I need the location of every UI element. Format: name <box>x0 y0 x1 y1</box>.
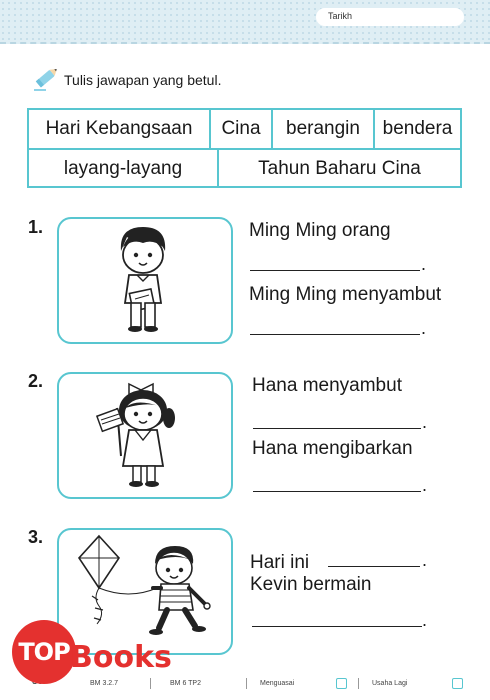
full-stop: . <box>422 550 428 570</box>
footer-standard: BM 3.2.7 <box>90 680 119 687</box>
header-band <box>0 0 490 44</box>
word-bank-divider <box>217 150 219 186</box>
question-number: 3. <box>28 527 44 547</box>
word-bank-divider <box>209 110 211 148</box>
footer-level: BM 6 TP2 <box>170 680 201 687</box>
instruction-text: Tulis jawapan yang betul. <box>64 72 222 88</box>
topbooks-logo <box>12 620 76 684</box>
footer-retry: Usaha Lagi <box>372 680 408 687</box>
question-3-line-1: Hari ini <box>250 552 310 573</box>
question-1-line-2: Ming Ming menyambut <box>249 284 442 305</box>
question-3-picture <box>57 528 233 655</box>
full-stop: . <box>422 610 428 630</box>
answer-blank[interactable] <box>252 626 422 627</box>
word-bank-divider <box>373 110 375 148</box>
word-bank <box>27 108 462 188</box>
footer <box>0 672 490 700</box>
word-tahun-baharu-cina: Tahun Baharu Cina <box>258 158 421 179</box>
word-cina: Cina <box>221 118 261 139</box>
question-number: 2. <box>28 371 44 391</box>
answer-blank[interactable] <box>253 428 421 429</box>
girl-with-flag-illustration <box>59 374 231 497</box>
footer-mastery: Menguasai <box>260 680 295 687</box>
date-field[interactable] <box>316 8 464 26</box>
mastery-checkbox[interactable] <box>336 678 347 689</box>
word-berangin: berangin <box>286 118 360 139</box>
question-3-line-2: Kevin bermain <box>250 574 372 595</box>
word-bendera: bendera <box>382 118 453 139</box>
full-stop: . <box>421 254 427 274</box>
question-1-picture <box>57 217 233 344</box>
boy-with-kite-illustration <box>59 530 231 653</box>
footer-divider <box>358 678 359 689</box>
footer-divider <box>150 678 151 689</box>
question-2-line-1: Hana menyambut <box>252 375 402 396</box>
word-bank-divider <box>271 110 273 148</box>
question-2-picture <box>57 372 233 499</box>
boy-with-lantern-illustration <box>59 219 231 342</box>
question-1-line-1: Ming Ming orang <box>249 220 391 241</box>
answer-blank[interactable] <box>253 491 421 492</box>
question-number: 1. <box>28 217 44 237</box>
full-stop: . <box>422 475 428 495</box>
logo-badge-text: TOP <box>18 638 70 666</box>
full-stop: . <box>422 412 428 432</box>
answer-blank[interactable] <box>250 270 420 271</box>
word-hari-kebangsaan: Hari Kebangsaan <box>45 118 193 139</box>
logo-word: Books <box>70 640 172 675</box>
retry-checkbox[interactable] <box>452 678 463 689</box>
footer-divider <box>246 678 247 689</box>
pencil-icon <box>30 62 62 94</box>
answer-blank[interactable] <box>250 334 420 335</box>
full-stop: . <box>421 318 427 338</box>
date-label: Tarikh <box>328 11 353 21</box>
question-2-line-2: Hana mengibarkan <box>252 438 413 459</box>
answer-blank[interactable] <box>328 566 420 567</box>
word-layang-layang: layang-layang <box>63 158 183 179</box>
